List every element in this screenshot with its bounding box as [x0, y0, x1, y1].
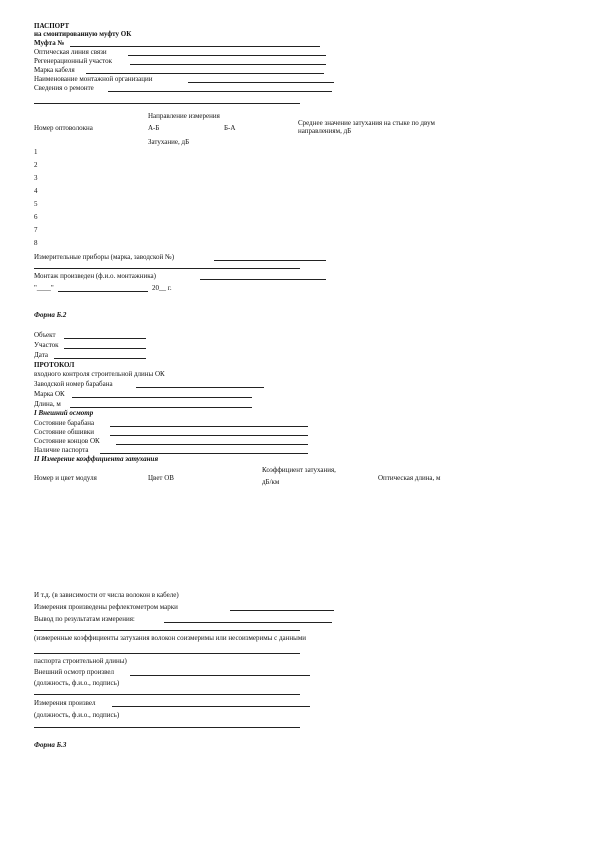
installer-line[interactable] — [200, 279, 326, 280]
sheath-state-line[interactable] — [110, 435, 308, 436]
passport-title: ПАСПОРТ — [34, 22, 70, 30]
date-line[interactable] — [54, 358, 146, 359]
fiber-row-number: 7 — [34, 226, 38, 234]
section-2-heading: II Измерение коэффициента затухания — [34, 455, 159, 463]
field-reg-section-label: Регенерационный участок — [34, 57, 113, 65]
drum-no-line[interactable] — [136, 387, 264, 388]
etc-note: И т.д. (в зависимости от числа волокон в кабеле) — [34, 591, 179, 599]
measured-with-label: Измерения произведены рефлектометром марки — [34, 603, 178, 611]
field-cable-brand-label: Марка кабеля — [34, 66, 75, 74]
col-avg-line2: направлениям, дБ — [298, 127, 352, 135]
fiber-row-number: 4 — [34, 187, 38, 195]
passport-presence-label: Наличие паспорта — [34, 446, 89, 454]
col-ov-color: Цвет ОВ — [148, 474, 174, 482]
drum-no-label: Заводской номер барабана — [34, 380, 113, 388]
col-opt-length: Оптическая длина, м — [378, 474, 441, 482]
instruments-label: Измерительные приборы (марка, заводской №) — [34, 253, 175, 261]
instruments-line[interactable] — [214, 260, 326, 261]
drum-state-line[interactable] — [110, 426, 308, 427]
col-atten: Затухание, дБ — [148, 138, 190, 146]
field-repair-label: Сведения о ремонте — [34, 84, 94, 92]
installer-label: Монтаж произведен (ф.и.о. монтажника) — [34, 272, 156, 280]
field-repair-line[interactable] — [108, 91, 332, 92]
position-signature-2-line[interactable] — [34, 727, 300, 728]
dir-ba: Б-А — [224, 124, 236, 132]
position-signature-2: (должность, ф.и.о., подпись) — [34, 711, 120, 719]
field-org-line[interactable] — [188, 82, 334, 83]
position-signature-1-line[interactable] — [34, 694, 300, 695]
field-section-line[interactable] — [128, 55, 326, 56]
field-cable-brand-line[interactable] — [86, 73, 324, 74]
date-month-line[interactable] — [58, 291, 148, 292]
field-reg-section-line[interactable] — [130, 64, 326, 65]
field-section-label: Оптическая линия связи — [34, 48, 107, 56]
sheath-state-label: Состояние обшивки — [34, 428, 95, 436]
fiber-row-number: 3 — [34, 174, 38, 182]
field-muff-no-label: Муфта № — [34, 39, 65, 47]
dir-ab: А-Б — [148, 124, 160, 132]
form-b3-caption: Форма Б.3 — [34, 741, 67, 749]
passport-presence-line[interactable] — [100, 453, 308, 454]
ok-brand-line[interactable] — [72, 397, 252, 398]
col-avg-line1: Среднее значение затухания на стыке по двум — [298, 119, 435, 127]
fiber-row-number: 1 — [34, 148, 38, 156]
field-org-label: Наименование монтажной организации — [34, 75, 153, 83]
position-signature-1: (должность, ф.и.о., подпись) — [34, 679, 120, 687]
measurements-by-label: Измерения произвел — [34, 699, 96, 707]
measurements-by-line[interactable] — [112, 706, 310, 707]
col-module: Номер и цвет модуля — [34, 474, 97, 482]
section-line[interactable] — [64, 348, 146, 349]
drum-state-label: Состояние барабана — [34, 419, 95, 427]
inspection-by-label: Внешний осмотр произвел — [34, 668, 115, 676]
protocol-subtitle: входного контроля строительной длины ОК — [34, 370, 165, 378]
fiber-row-number: 2 — [34, 161, 38, 169]
date-year: 20__ г. — [152, 284, 172, 292]
conclusion-label: Вывод по результатам измерения: — [34, 615, 135, 623]
fiber-row-number: 8 — [34, 239, 38, 247]
field-muff-no-line[interactable] — [70, 46, 320, 47]
measured-with-line[interactable] — [230, 610, 334, 611]
ends-state-label: Состояние концов ОК — [34, 437, 100, 445]
col-direction: Направление измерения — [148, 112, 220, 120]
section-1-heading: I Внешний осмотр — [34, 409, 94, 417]
protocol-title: ПРОТОКОЛ — [34, 361, 75, 369]
date-quote: "____" — [34, 284, 54, 292]
col-coef-line2: дБ/км — [262, 478, 280, 486]
fiber-row-number: 6 — [34, 213, 38, 221]
note-line-1: (измеренные коэффициенты затухания волокон соизмеримы или несоизмеримы с данными — [34, 634, 307, 642]
note-line-rule[interactable] — [34, 653, 300, 654]
fiber-row-number: 5 — [34, 200, 38, 208]
ends-state-line[interactable] — [116, 444, 308, 445]
object-label: Объект — [34, 331, 56, 339]
passport-subtitle: на смонтированную муфту ОК — [34, 30, 132, 38]
conclusion-line-2[interactable] — [34, 630, 300, 631]
note-line-2: паспорта строительной длины) — [34, 657, 127, 665]
inspection-by-line[interactable] — [130, 675, 310, 676]
instruments-line-2[interactable] — [34, 268, 300, 269]
length-label: Длина, м — [34, 400, 61, 408]
ok-brand-label: Марка ОК — [34, 390, 65, 398]
date-label: Дата — [34, 351, 48, 359]
object-line[interactable] — [64, 338, 146, 339]
form-b2-caption: Форма Б.2 — [34, 311, 67, 319]
col-fiber: Номер оптоволокна — [34, 124, 93, 132]
section-label: Участок — [34, 341, 59, 349]
length-line[interactable] — [70, 407, 252, 408]
conclusion-line[interactable] — [164, 622, 332, 623]
col-coef-line1: Коэффициент затухания, — [262, 466, 336, 474]
field-repair-line-2[interactable] — [34, 103, 300, 104]
